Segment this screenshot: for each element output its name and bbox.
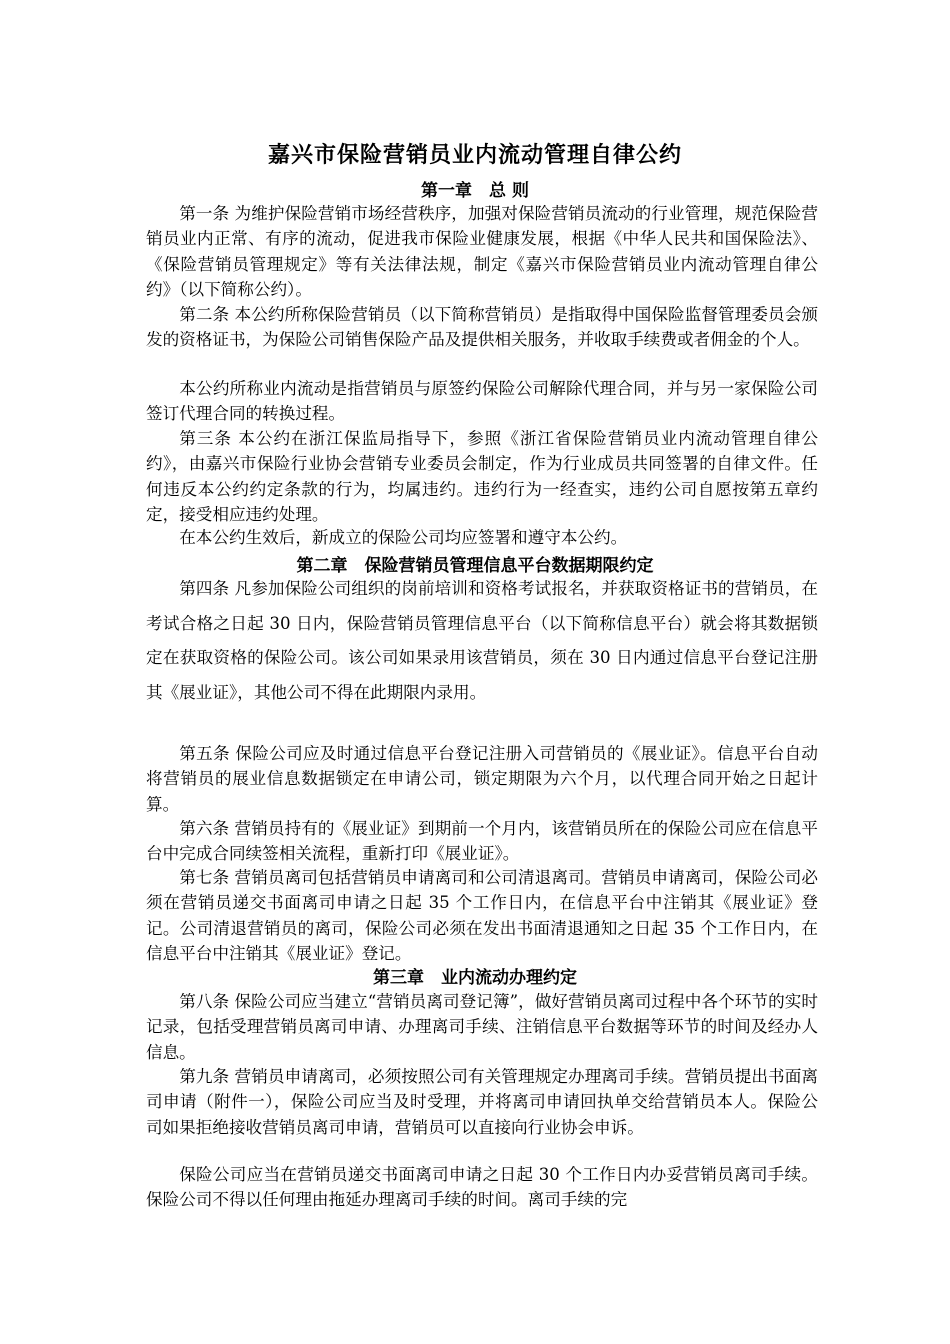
paragraph-article-2-cont: 本公约所称业内流动是指营销员与原签约保险公司解除代理合同，并与另一家保险公司签订代理合同的转换过程。 xyxy=(146,379,818,424)
paragraph-article-7: 第七条 营销员离司包括营销员申请离司和公司清退离司。营销员申请离司，保险公司必须在营销员递交书面离司申请之日起 35 个工作日内，在信息平台中注销其《展业证》登记。公司清退营销员的离司，保险公司必须在发出书面清退通知之日起 35 个工作日内，在信息平台中注销其《展业证》登记。 xyxy=(146,868,818,964)
chapter-heading-1: 第一章 总 则 xyxy=(421,181,529,201)
chapter-heading-3: 第三章 业内流动办理约定 xyxy=(373,968,577,988)
paragraph-article-8: 第八条 保险公司应当建立“营销员离司登记簿”，做好营销员离司过程中各个环节的实时记录，包括受理营销员离司申请、办理离司手续、注销信息平台数据等环节的时间及经办人信息。 xyxy=(146,992,818,1062)
paragraph-article-9: 第九条 营销员申请离司，必须按照公司有关管理规定办理离司手续。营销员提出书面离司申请（附件一），保险公司应当及时受理，并将离司申请回执单交给营销员本人。保险公司如果拒绝接收营销员离司申请，营销员可以直接向行业协会申诉。 xyxy=(146,1067,818,1137)
paragraph-article-2: 第二条 本公约所称保险营销员（以下简称营销员）是指取得中国保险监督管理委员会颁发的资格证书，为保险公司销售保险产品及提供相关服务，并收取手续费或者佣金的个人。 xyxy=(146,305,818,350)
chapter-heading-2: 第二章 保险营销员管理信息平台数据期限约定 xyxy=(296,556,654,576)
document-title: 嘉兴市保险营销员业内流动管理自律公约 xyxy=(267,142,682,168)
paragraph-article-5: 第五条 保险公司应及时通过信息平台登记注册入司营销员的《展业证》。信息平台自动将营销员的展业信息数据锁定在申请公司，锁定期限为六个月，以代理合同开始之日起计算。 xyxy=(146,744,818,814)
paragraph-article-3: 第三条 本公约在浙江保监局指导下，参照《浙江省保险营销员业内流动管理自律公约》，由嘉兴市保险行业协会营销专业委员会制定，作为行业成员共同签署的自律文件。任何违反本公约约定条款的行为，均属违约。违约行为一经查实，违约公司自愿按第五章约定，接受相应违约处理。 xyxy=(146,429,818,525)
paragraph-article-3-cont: 在本公约生效后，新成立的保险公司均应签署和遵守本公约。 xyxy=(179,528,628,547)
paragraph-article-6: 第六条 营销员持有的《展业证》到期前一个月内，该营销员所在的保险公司应在信息平台中完成合同续签相关流程，重新打印《展业证》。 xyxy=(146,819,818,864)
paragraph-article-9-cont: 保险公司应当在营销员递交书面离司申请之日起 30 个工作日内办妥营销员离司手续。保险公司不得以任何理由拖延办理离司手续的时间。离司手续的完 xyxy=(146,1165,818,1210)
paragraph-article-4: 第四条 凡参加保险公司组织的岗前培训和资格考试报名，并获取资格证书的营销员，在考试合格之日起 30 日内，保险营销员管理信息平台（以下简称信息平台）就会将其数据锁定在获取资格的保险公司。该公司如果录用该营销员，须在 30 日内通过信息平台登记注册其《展业证》，其他公司不得在此期限内录用。 xyxy=(146,579,818,702)
paragraph-article-1: 第一条 为维护保险营销市场经营秩序，加强对保险营销员流动的行业管理，规范保险营销员业内正常、有序的流动，促进我市保险业健康发展，根据《中华人民共和国保险法》、《保险营销员管理规定》等有关法律法规，制定《嘉兴市保险营销员业内流动管理自律公约》（以下简称公约）。 xyxy=(146,204,818,300)
